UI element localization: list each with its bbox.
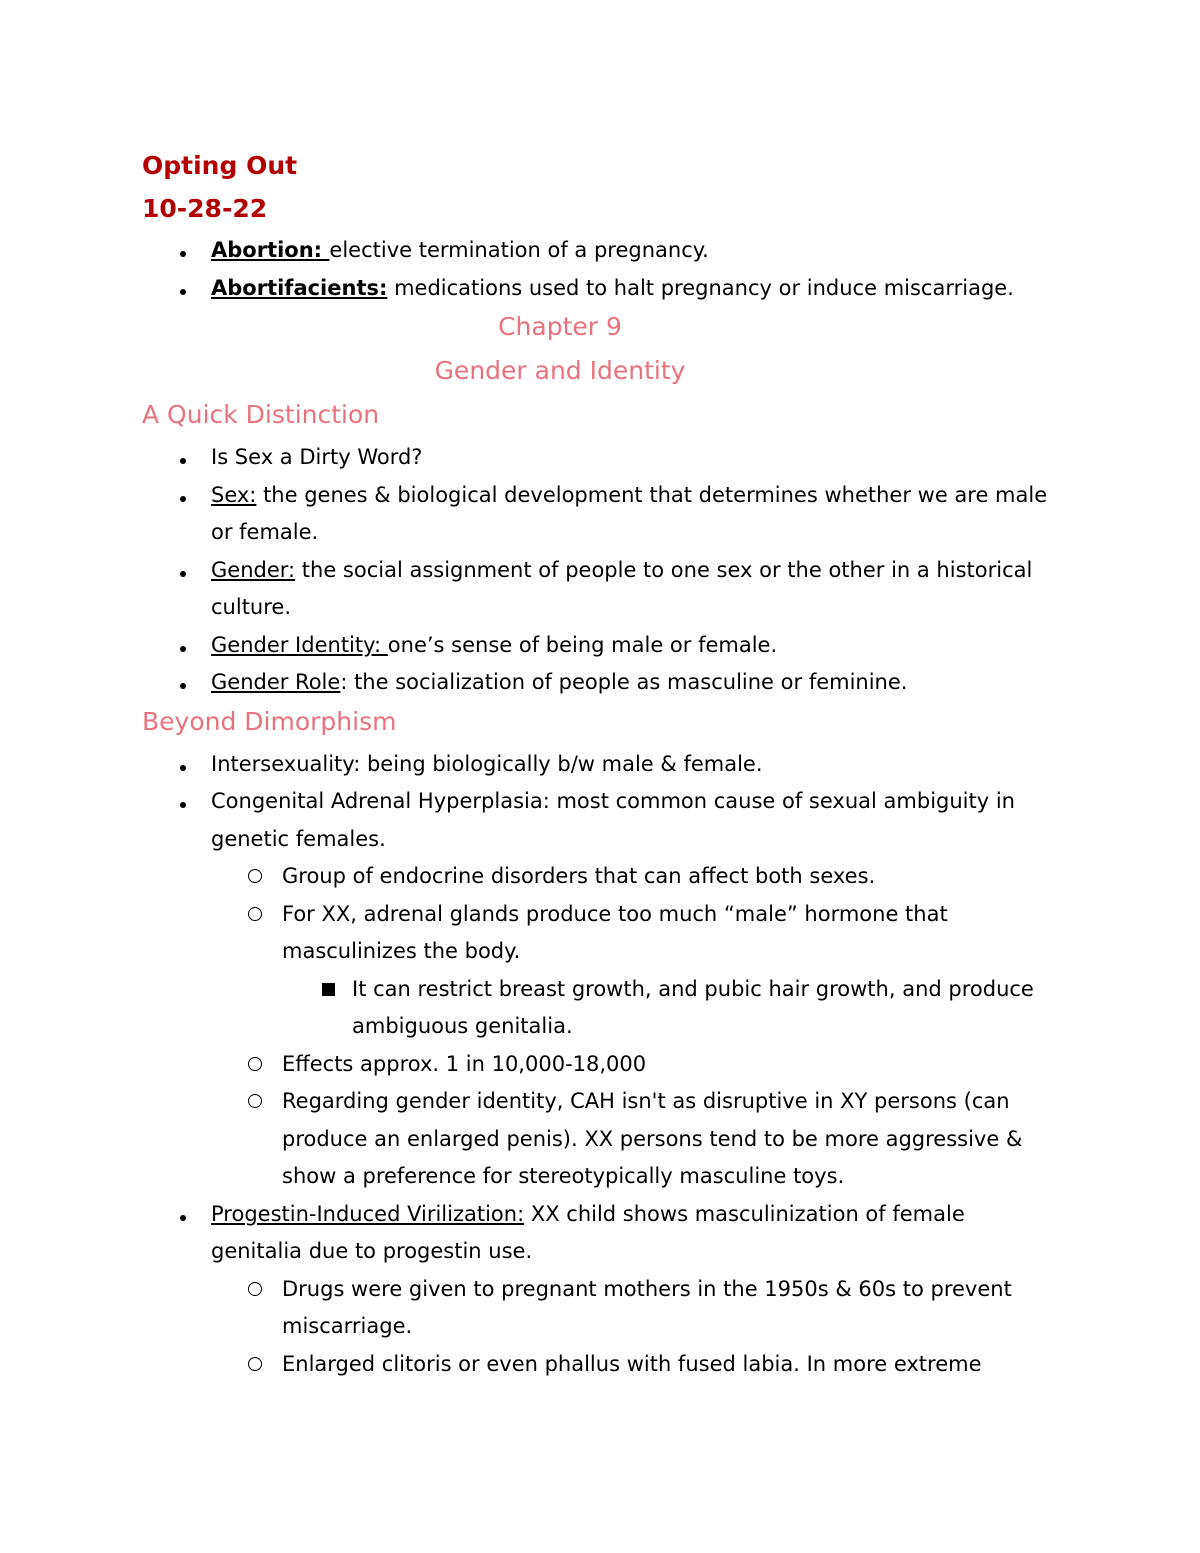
bullet-square-icon xyxy=(322,971,335,1009)
list-item xyxy=(142,552,1062,627)
definition-sex: the genes & biological development that determines whether we are male or female. xyxy=(211,482,1048,544)
section-heading-beyond-dimorphism: Beyond Dimorphism xyxy=(142,706,397,736)
cah-text: Congenital Adrenal Hyperplasia: most common cause of sexual ambiguity in genetic females. xyxy=(211,789,1015,851)
bullet-dot-icon xyxy=(180,746,186,784)
term-abortion: Abortion: xyxy=(211,238,330,262)
bullet-dot-icon xyxy=(180,232,186,270)
bullet-dot-icon xyxy=(180,439,186,477)
sub-sub-list-item xyxy=(142,971,1062,1046)
bullet-circle-icon xyxy=(248,1346,262,1384)
list-item xyxy=(142,270,1062,308)
chapter-title: Gender and Identity xyxy=(434,356,686,385)
definition-gender-identity: one’s sense of being male or female. xyxy=(387,632,778,657)
definition-gender: the social assignment of people to one sex or the other in a historical culture. xyxy=(211,557,1033,619)
sub-list-item xyxy=(142,1271,1062,1346)
term-gender-identity: Gender Identity: xyxy=(211,632,388,657)
piv-sub-text: Drugs were given to pregnant mothers in the 1950s & 60s to prevent miscarriage. xyxy=(282,1276,1012,1338)
cah-sub-text: Group of endocrine disorders that can affect both sexes. xyxy=(282,864,876,888)
list-item xyxy=(142,664,1062,702)
bullet-dot-icon xyxy=(180,1196,186,1234)
definition-gender-role: : the socialization of people as masculine or feminine. xyxy=(340,670,908,694)
term-progestin-induced-virilization: Progestin-Induced Virilization: xyxy=(211,1201,525,1226)
bullet-circle-icon xyxy=(248,1083,262,1121)
list-item xyxy=(142,746,1062,784)
bullet-circle-icon xyxy=(248,896,262,934)
sub-list-item xyxy=(142,1346,1062,1384)
sub-list-item xyxy=(142,858,1062,896)
section-heading-quick-distinction: A Quick Distinction xyxy=(142,400,380,429)
cah-sub-text: For XX, adrenal glands produce too much “male” hormone that masculinizes the body. xyxy=(282,901,948,963)
term-gender: Gender: xyxy=(211,557,296,582)
definition-progestin-induced-virilization: XX child shows masculinization of female genitalia due to progestin use. xyxy=(211,1201,965,1263)
list-item xyxy=(142,232,1062,270)
term-gender-role: Gender Role xyxy=(211,670,341,694)
piv-sub-text: Enlarged clitoris or even phallus with fused labia. In more extreme xyxy=(282,1351,982,1376)
bullet-dot-icon xyxy=(180,627,186,665)
bullet-circle-icon xyxy=(248,1271,262,1309)
list-item xyxy=(142,627,1062,665)
cah-sub-text: Effects approx. 1 in 10,000-18,000 xyxy=(282,1051,647,1076)
list-item xyxy=(142,1196,1062,1271)
bullet-dot-icon xyxy=(180,477,186,515)
sub-list-item xyxy=(142,1046,1062,1084)
bullet-dot-icon xyxy=(180,270,186,308)
cah-sub-text: Regarding gender identity, CAH isn't as disruptive in XY persons (can produce an enlarged penis). XX persons tend to be more aggressive & show a preference for stereotypically masculine toys. xyxy=(282,1089,1023,1188)
list-item xyxy=(142,439,1062,477)
term-sex: Sex: xyxy=(211,482,257,507)
sub-list-item xyxy=(142,1083,1062,1196)
chapter-number: Chapter 9 xyxy=(498,312,622,341)
page-title: Opting Out xyxy=(142,151,298,180)
intersexuality-text: Intersexuality: being biologically b/w male & female. xyxy=(211,751,763,776)
cah-detail-text: It can restrict breast growth, and pubic hair growth, and produce ambiguous genitalia. xyxy=(352,976,1034,1038)
bullet-circle-icon xyxy=(248,1046,262,1084)
list-item xyxy=(142,477,1062,552)
notes-content xyxy=(142,146,1062,1383)
term-abortifacients: Abortifacients: xyxy=(211,275,388,300)
bullet-dot-icon xyxy=(180,783,186,821)
question-text: Is Sex a Dirty Word? xyxy=(211,445,423,469)
bullet-dot-icon xyxy=(180,552,186,590)
definition-abortion: elective termination of a pregnancy. xyxy=(329,238,709,262)
list-item xyxy=(142,783,1062,858)
page-date: 10-28-22 xyxy=(142,194,268,223)
bullet-dot-icon xyxy=(180,664,186,702)
sub-list-item xyxy=(142,896,1062,971)
definition-abortifacients: medications used to halt pregnancy or induce miscarriage. xyxy=(387,275,1014,300)
bullet-circle-icon xyxy=(248,858,262,896)
